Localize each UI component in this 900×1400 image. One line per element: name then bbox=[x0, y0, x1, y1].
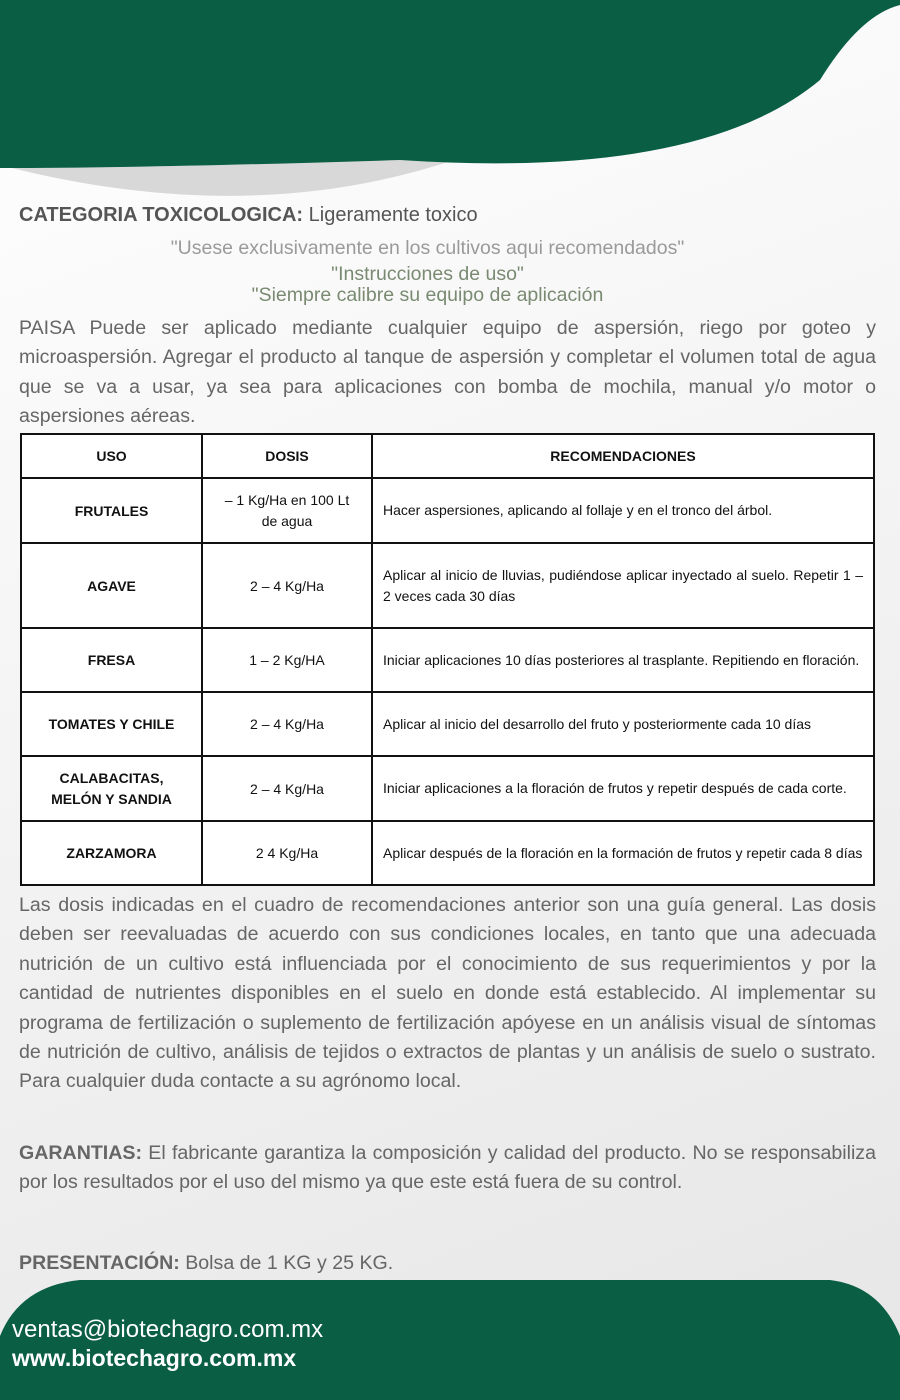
table-row bbox=[21, 692, 874, 756]
header-recomendaciones: RECOMENDACIONES bbox=[372, 434, 874, 478]
dose-cell: 2 – 4 Kg/Ha bbox=[202, 756, 372, 821]
recommendation-cell: Aplicar al inicio del desarrollo del fruto y posteriormente cada 10 días bbox=[372, 692, 874, 756]
dose-cell: 1 – 2 Kg/HA bbox=[202, 628, 372, 692]
guarantee-paragraph bbox=[19, 1139, 876, 1198]
disclaimer-paragraph: Las dosis indicadas en el cuadro de recomendaciones anterior son una guía general. Las dosis deben ser reevaluadas de acuerdo con sus condiciones locales, en tanto que una adecuada nutrición de un cultivo está influenciada por el conocimiento de sus requerimientos y por la cantidad de nutrientes disponibles en el suelo en donde está establecido. Al implementar su programa de fertilización o suplemento de fertilización apóyese en un análisis visual de síntomas de nutrición de cultivo, análisis de tejidos o extractos de plantas y un análisis de suelo o sustrato. Para cualquier duda contacte a su agrónomo local. bbox=[19, 894, 876, 1093]
toxicity-value: Ligeramente toxico bbox=[308, 204, 478, 226]
header-uso: USO bbox=[21, 434, 202, 478]
dose-cell: – 1 Kg/Ha en 100 Lt de agua bbox=[202, 478, 372, 543]
recommendation-cell: Aplicar después de la floración en la formación de frutos y repetir cada 8 días bbox=[372, 821, 874, 885]
crop-cell: ZARZAMORA bbox=[21, 821, 202, 885]
crop-cell: CALABACITAS, MELÓN Y SANDIA bbox=[21, 756, 202, 821]
crop-cell: FRESA bbox=[21, 628, 202, 692]
crop-cell: TOMATES Y CHILE bbox=[21, 692, 202, 756]
header-wave-decoration bbox=[0, 0, 900, 200]
contact-email[interactable]: ventas@biotechagro.com.mx bbox=[12, 1316, 324, 1343]
recommendation-cell: Hacer aspersiones, aplicando al follaje y en el tronco del árbol. bbox=[372, 478, 874, 543]
presentation-text: Bolsa de 1 KG y 25 KG. bbox=[185, 1252, 394, 1274]
header-dosis: DOSIS bbox=[202, 434, 372, 478]
presentation-line bbox=[19, 1249, 876, 1278]
recommendation-cell: Iniciar aplicaciones 10 días posteriores al trasplante. Repitiendo en floración. bbox=[372, 628, 874, 692]
toxicity-label: CATEGORIA TOXICOLOGICA: bbox=[19, 204, 304, 226]
guarantee-text: El fabricante garantiza la composición y calidad del producto. No se responsabiliza por los resultados por el uso del mismo ya que este está fuera de su control. bbox=[19, 1142, 876, 1194]
recommendation-cell: Aplicar al inicio de lluvias, pudiéndose aplicar inyectado al suelo. Repetir 1 – 2 veces cada 30 días bbox=[372, 543, 874, 628]
table-row bbox=[21, 756, 874, 821]
table-row bbox=[21, 543, 874, 628]
calibration-note: "Siempre calibre su equipo de aplicación bbox=[251, 284, 604, 306]
recommendations-table bbox=[20, 433, 875, 886]
toxicity-category bbox=[19, 204, 478, 227]
table-row bbox=[21, 478, 874, 543]
table-row bbox=[21, 821, 874, 885]
crop-cell: FRUTALES bbox=[21, 478, 202, 543]
usage-warning: "Usese exclusivamente en los cultivos aqui recomendados" bbox=[170, 237, 685, 259]
dose-cell: 2 – 4 Kg/Ha bbox=[202, 692, 372, 756]
instructions-title: "Instrucciones de uso" bbox=[331, 263, 524, 285]
guarantee-label: GARANTIAS: bbox=[19, 1142, 142, 1164]
presentation-label: PRESENTACIÓN: bbox=[19, 1252, 180, 1274]
contact-website[interactable]: www.biotechagro.com.mx bbox=[12, 1345, 297, 1371]
dose-cell: 2 4 Kg/Ha bbox=[202, 821, 372, 885]
table-header-row bbox=[21, 434, 874, 478]
dose-cell: 2 – 4 Kg/Ha bbox=[202, 543, 372, 628]
recommendation-cell: Iniciar aplicaciones a la floración de frutos y repetir después de cada corte. bbox=[372, 756, 874, 821]
table-row bbox=[21, 628, 874, 692]
intro-paragraph: PAISA Puede ser aplicado mediante cualquier equipo de aspersión, riego por goteo y microaspersión. Agregar el producto al tanque de aspersión y completar el volumen total de agua que se va a usar, ya sea para aplicaciones con bomba de mochila, manual y/o motor o aspersiones aéreas. bbox=[19, 317, 876, 428]
crop-cell: AGAVE bbox=[21, 543, 202, 628]
